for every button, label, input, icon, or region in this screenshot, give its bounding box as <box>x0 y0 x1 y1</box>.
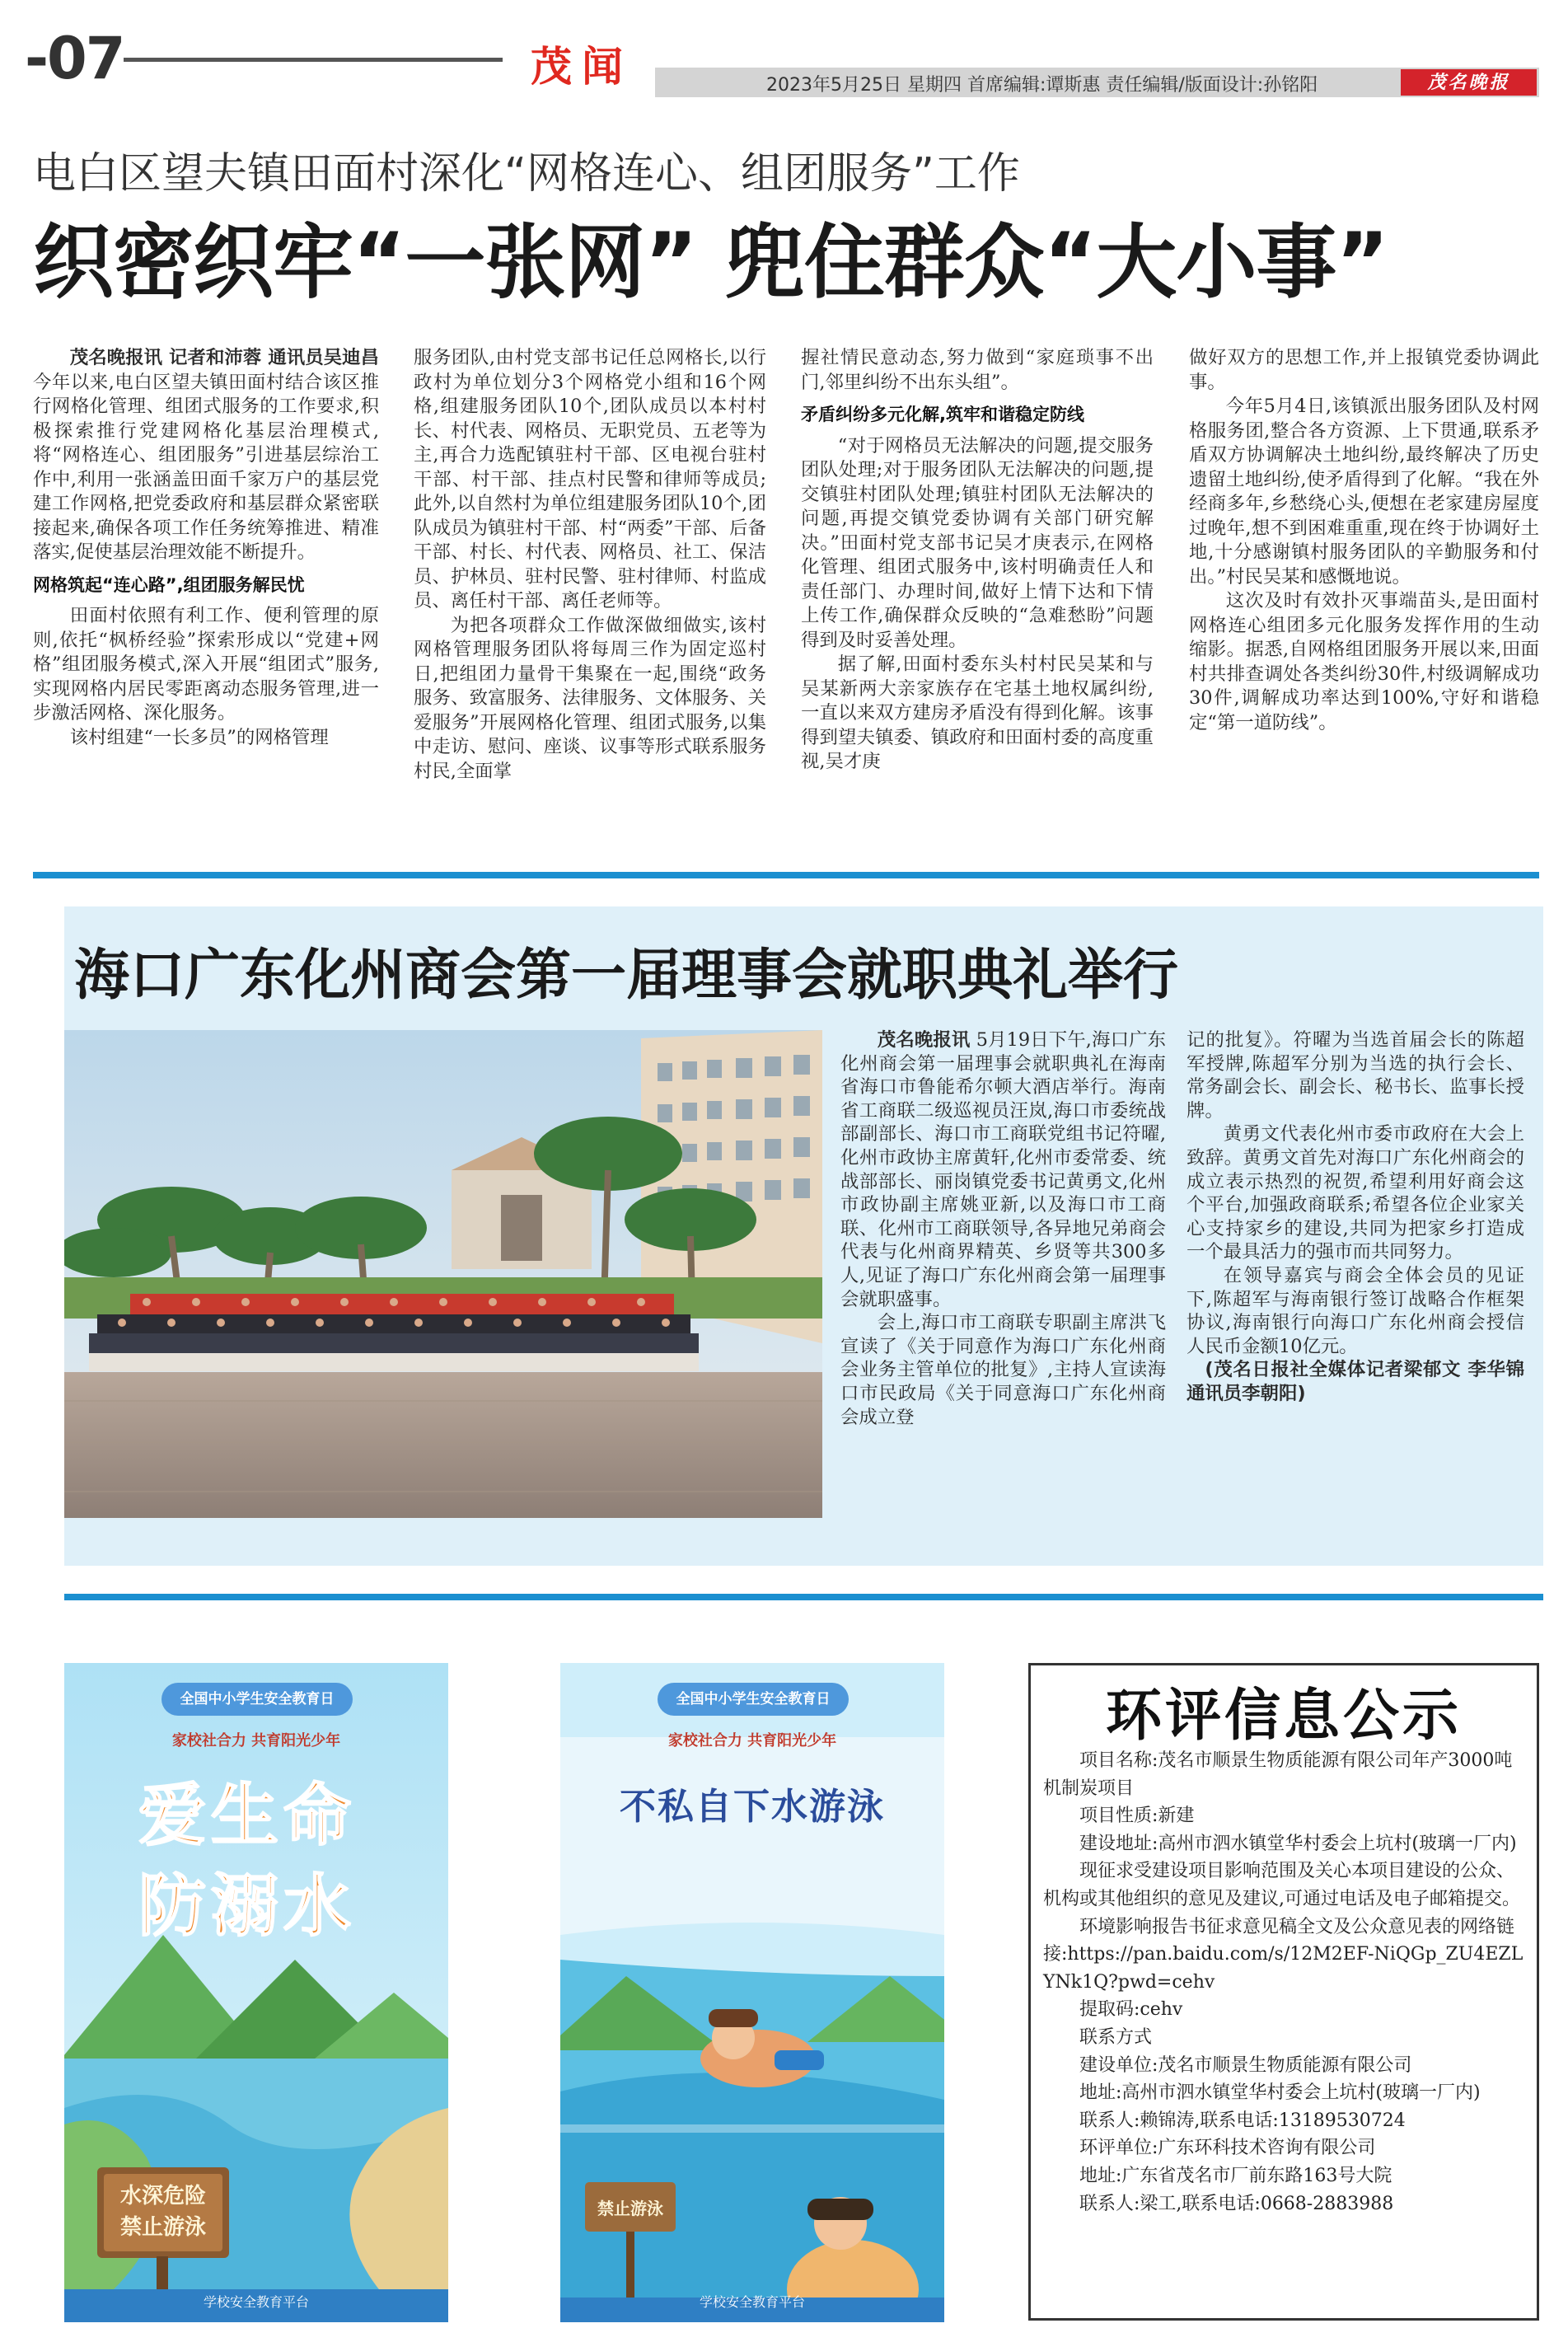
section-char-1: 茂 <box>531 43 572 91</box>
safety-poster-swimming <box>560 1663 944 2322</box>
warning-sign: 禁止游泳 <box>597 2199 663 2218</box>
poster-badge: 全国中小学生安全教育日 <box>658 1683 849 1716</box>
poster-headline-1: 爱生命 <box>138 1777 357 1855</box>
notice-line: 建设单位:茂名市顺景生物质能源有限公司 <box>1079 2054 1412 2076</box>
notice-line: 环境影响报告书征求意见稿全文及公众意见表的网络链接:https://pan.baidu.com/s/12M2EF-NiQGp_ZU4EZLYNk1Q?pwd=cehv <box>1043 1916 1524 1993</box>
article1-subhead-1: 网格筑起“连心路”,组团服务解民忧 <box>33 574 305 595</box>
notice-line: 项目性质:新建 <box>1079 1806 1195 1827</box>
article1-paragraph: 为把各项群众工作做深做细做实,该村网格管理服务团队将每周三作为固定巡村日,把组团力量骨干集聚在一起,围绕“政务服务、致富服务、法律服务、文体服务、关爱服务”开展网格化管理、组团式服务,以集中走访、慰问、座谈、议事等形式联系服务村民,全面掌 <box>414 614 766 782</box>
safety-poster-drowning <box>64 1663 448 2322</box>
article1-paragraph: 握社情民意动态,努力做到“家庭琐事不出门,邻里纠纷不出东头组”。 <box>801 347 1154 393</box>
section-divider <box>33 872 1539 878</box>
article2-paragraph: 会上,海口市工商联专职副主席洪飞宣读了《关于同意作为海口广东化州商会业务主管单位的批复》,主持人宣读海口市民政局《关于同意海口广东化州商会成立登 <box>840 1312 1166 1428</box>
article1-paragraph: 这次及时有效扑灭事端苗头,是田面村网格连心组团多元化服务发挥作用的生动缩影。据悉,自网格组团服务开展以来,田面村共排查调处各类纠纷30件,村级调解成功30件,调解成功率达到100%,守好和谐稳定“第一道防线”。 <box>1189 590 1539 733</box>
article1-subhead-2: 矛盾纠纷多元化解,筑牢和谐稳定防线 <box>801 405 1084 424</box>
newspaper-masthead: 茂名晚报 <box>1401 69 1537 96</box>
article1-paragraph: 该村组建“一长多员”的网格管理 <box>69 726 329 748</box>
notice-line: 联系人:赖锦涛,联系电话:13189530724 <box>1079 2110 1406 2131</box>
article2-paragraph: 在领导嘉宾与商会全体会员的见证下,陈超军与海南银行签订战略合作框架协议,海南银行向海口广东化州商会授信人民币金额10亿元。 <box>1187 1264 1524 1357</box>
article2-title: 海口广东化州商会第一届理事会就职典礼举行 <box>74 943 1178 1007</box>
article2-column-1 <box>840 1028 1166 1429</box>
article1-column-1 <box>33 346 379 750</box>
article2-paragraph: 黄勇文代表化州市委市政府在大会上致辞。黄勇文首先对海口广东化州商会的成立表示热烈的祝贺,希望利用好商会这个平台,加强政商联系;希望各位企业家关心支持家乡的建设,共同为把家乡打造成一个最具活力的强市而共同努力。 <box>1187 1123 1524 1263</box>
article1-paragraph: 做好双方的思想工作,并上报镇党委协调此事。 <box>1189 347 1539 393</box>
article1-column-4 <box>1189 346 1539 735</box>
article1-paragraph: 田面村依照有利工作、便利管理的原则,依托“枫桥经验”探索形成以“党建+网格”组团服务模式,深入开展“组团式”服务,实现网格内居民零距离动态服务管理,进一步激活网格、深化服务。 <box>33 605 379 724</box>
notice-line: 现征求受建设项目影响范围及关心本项目建设的公众、机构或其他组织的意见及建议,可通过电话及电子邮箱提交。 <box>1043 1861 1520 1909</box>
poster-footer: 学校安全教育平台 <box>699 2294 805 2310</box>
article2-column-2 <box>1187 1028 1524 1406</box>
warning-sign <box>107 2180 219 2243</box>
article1-paragraph: 据了解,田面村委东头村村民吴某和与吴某新两大亲家族存在宅基土地权属纠纷,一直以来双方建房矛盾没有得到化解。该事得到望夫镇委、镇政府和田面村委的高度重视,吴才庚 <box>801 653 1154 772</box>
notice-line: 联系人:梁工,联系电话:0668-2883988 <box>1079 2193 1394 2214</box>
article2-byline: 茂名晚报讯 <box>877 1029 971 1051</box>
article1-column-3 <box>801 346 1154 775</box>
poster-footer: 学校安全教育平台 <box>203 2294 309 2310</box>
notice-line: 地址:高州市泗水镇堂华村委会上坑村(玻璃一厂内) <box>1079 2082 1481 2104</box>
article1-byline: 茂名晚报讯 记者和沛蓉 通讯员吴迪昌 <box>69 347 379 368</box>
article2-paragraph: 记的批复》。符曜为当选首届会长的陈超军授牌,陈超军分别为当选的执行会长、常务副会长、副会长、秘书长、监事长授牌。 <box>1187 1029 1524 1122</box>
article1-paragraph: 今年5月4日,该镇派出服务团队及村网格服务团,整合各方资源、上下贯通,联系矛盾双方协调解决土地纠纷,最终解决了历史遗留土地纠纷,使矛盾得到了化解。“我在外经商多年,乡愁绕心头,便想在老家建房屋度过晚年,想不到困难重重,现在终于协调好土地,十分感谢镇村服务团队的辛勤服务和付出。”村民吴某和感慨地说。 <box>1189 396 1539 588</box>
poster-slogan: 家校社合力 共育阳光少年 <box>667 1732 837 1750</box>
notice-body <box>1043 1747 1524 2218</box>
notice-line: 环评单位:广东环科技术咨询有限公司 <box>1079 2138 1376 2159</box>
section-char-2: 闻 <box>582 43 623 91</box>
issue-meta: 2023年5月25日 星期四 首席编辑:谭斯惠 责任编辑/版面设计:孙铭阳 <box>766 75 1318 96</box>
poster-badge: 全国中小学生安全教育日 <box>161 1683 353 1716</box>
article1-subtitle: 电白区望夫镇田面村深化“网格连心、组团服务”工作 <box>33 149 1020 199</box>
warning-sign-line-1: 水深危险 <box>119 2184 206 2209</box>
header-rule <box>124 58 503 62</box>
notice-line: 项目名称:茂名市顺景生物质能源有限公司年产3000吨机制炭项目 <box>1043 1750 1513 1799</box>
article1-column-2 <box>414 346 766 784</box>
poster-headline-2: 防溺水 <box>138 1867 357 1946</box>
article1-paragraph: 服务团队,由村党支部书记任总网格长,以行政村为单位划分3个网格党小组和16个网格,组建服务团队10个,团队成员以本村村长、村代表、网格员、无职党员、五老等为主,再合力选配镇驻村干部、区电视台驻村干部、村干部、挂点村民警和律师等成员;此外,以自然村为单位组建服务团队10个,团队成员为镇驻村干部、村“两委”干部、后备干部、村长、村代表、网格员、社工、保洁员、护林员、驻村民警、驻村律师、村监成员、离任村干部、离任老师等。 <box>414 347 766 611</box>
article1-title: 织密织牢“一张网” 兜住群众“大小事” <box>33 216 1388 310</box>
article2-credit: (茂名日报社全媒体记者梁郁文 李华锦 通讯员李朝阳) <box>1187 1359 1524 1404</box>
notice-line: 提取码:cehv <box>1079 1999 1183 2021</box>
notice-line: 地址:广东省茂名市厂前东路163号大院 <box>1079 2165 1392 2186</box>
page-number: -07 <box>25 25 124 92</box>
article2-lead: 5月19日下午,海口广东化州商会第一届理事会就职典礼在海南省海口市鲁能希尔顿大酒店举行。海南省工商联二级巡视员汪岚,海口市委统战部副部长、海口市工商联党组书记符曜,化州市政协主席黄轩,化州市委常委、统战部部长、丽岗镇党委书记黄勇文,化州市政协副主席姚亚新,以及海口市工商联、化州市工商联领导,各异地兄弟商会代表与化州商界精英、乡贤等共300多人,见证了海口广东化州商会第一届理事会就职盛事。 <box>840 1029 1167 1310</box>
section-divider <box>64 1594 1543 1600</box>
poster-slogan: 家校社合力 共育阳光少年 <box>171 1732 341 1750</box>
warning-sign-line-2: 禁止游泳 <box>119 2215 206 2240</box>
article1-paragraph: “对于网格员无法解决的问题,提交服务团队处理;对于服务团队无法解决的问题,提交镇驻村团队处理;镇驻村团队无法解决的问题,再提交镇党委协调有关部门研究解决。”田面村党支部书记吴才庚表示,在网格化管理、组团式服务中,该村明确责任人和责任部门、办理时间,做好上情下达和下情上传工作,确保群众反映的“急难愁盼”问题得到及时妥善处理。 <box>801 434 1154 651</box>
poster-headline: 不私自下水游泳 <box>620 1786 885 1828</box>
notice-title: 环评信息公示 <box>1105 1683 1462 1749</box>
group-photo <box>64 1030 822 1518</box>
notice-line: 建设地址:高州市泗水镇堂华村委会上坑村(玻璃一厂内) <box>1079 1833 1517 1854</box>
poster-illustration <box>560 1663 944 2322</box>
notice-line: 联系方式 <box>1079 2026 1153 2048</box>
section-label <box>515 33 639 94</box>
article1-lead: 今年以来,电白区望夫镇田面村结合该区推行网格化管理、组团式服务的工作要求,积极探索推行党建网格化基层治理模式,将“网格连心、组团服务”引进基层综治工作中,利用一张涵盖田面千家万户的基层党建工作网格,把党委政府和基层群众紧密联接起来,确保各项工作任务统筹推进、精准落实,促使基层治理效能不断提升。 <box>33 371 379 563</box>
